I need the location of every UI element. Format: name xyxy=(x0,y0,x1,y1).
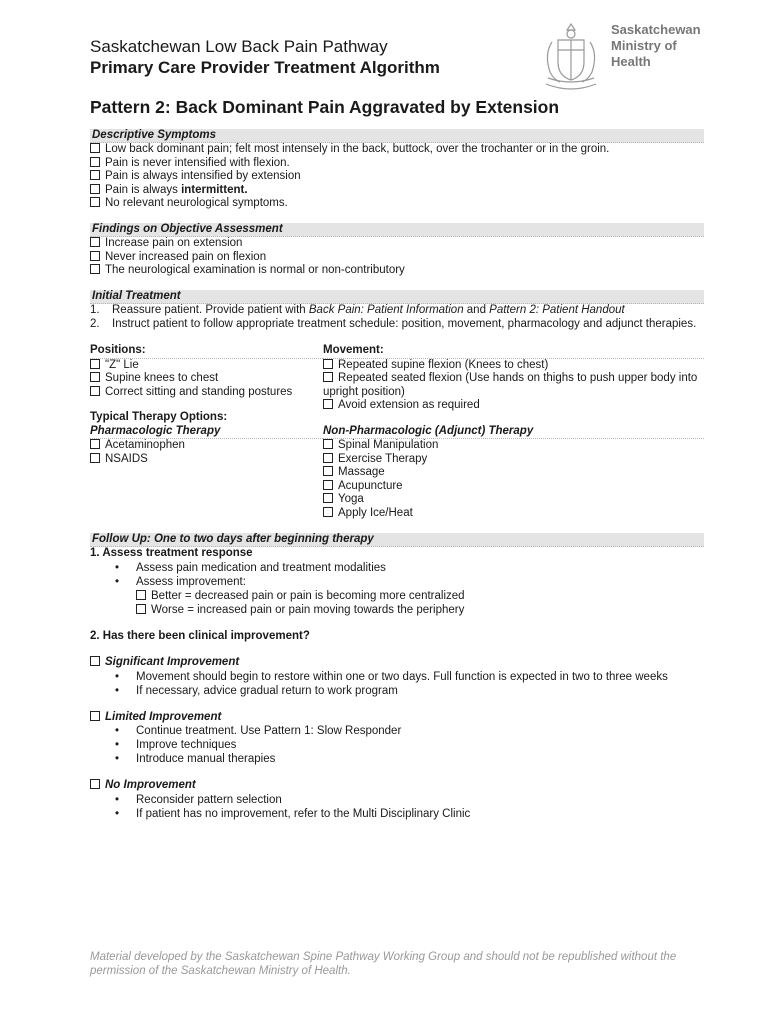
checkbox[interactable] xyxy=(323,493,333,503)
movement-column xyxy=(323,344,704,413)
findings-section xyxy=(90,223,704,278)
checkbox[interactable] xyxy=(90,711,100,721)
footer-note xyxy=(90,950,690,978)
symptom-item: No relevant neurological symptoms. xyxy=(90,197,704,211)
checkbox[interactable] xyxy=(90,359,100,369)
coat-of-arms-icon xyxy=(540,20,602,92)
non-pharmacologic-column xyxy=(323,411,704,520)
nonpharm-item: Yoga xyxy=(323,493,704,507)
checkbox[interactable] xyxy=(90,453,100,463)
finding-item: The neurological examination is normal or non-contributory xyxy=(90,264,704,278)
symptom-item: Pain is always intermittent. xyxy=(90,184,704,198)
checkbox[interactable] xyxy=(90,251,100,261)
nonpharm-item: Apply Ice/Heat xyxy=(323,507,704,521)
checkbox[interactable] xyxy=(90,779,100,789)
nonpharm-item: Acupuncture xyxy=(323,480,704,494)
footer-line2: permission of the Saskatchewan Ministry of Health. xyxy=(90,965,351,977)
position-item: "Z" Lie xyxy=(90,359,323,373)
movement-item: Repeated supine flexion (Knees to chest) xyxy=(323,359,704,373)
limited-improvement-option: Limited Improvement xyxy=(90,711,704,725)
improvement-check: Worse = increased pain or pain moving towards the periphery xyxy=(90,603,704,617)
pharmacologic-heading: Pharmacologic Therapy xyxy=(90,425,323,440)
finding-item: Never increased pain on flexion xyxy=(90,251,704,265)
pharm-item: NSAIDS xyxy=(90,453,323,467)
header-subtitle: Primary Care Provider Treatment Algorithm xyxy=(90,58,440,77)
symptom-item: Pain is always intensified by extension xyxy=(90,170,704,184)
movement-heading: Movement: xyxy=(323,344,704,359)
position-item: Supine knees to chest xyxy=(90,372,323,386)
checkbox[interactable] xyxy=(323,359,333,369)
improvement-check: Better = decreased pain or pain is becoming more centralized xyxy=(90,589,704,603)
pharmacologic-column xyxy=(90,411,323,466)
checkbox[interactable] xyxy=(323,466,333,476)
pharm-item: Acetaminophen xyxy=(90,439,323,453)
movement-item: Avoid extension as required xyxy=(323,399,704,413)
section-heading: Follow Up: One to two days after beginning therapy xyxy=(90,533,704,547)
document-header xyxy=(90,36,590,78)
bullet-item: • Assess pain medication and treatment modalities xyxy=(90,561,704,575)
checkbox[interactable] xyxy=(90,157,100,167)
header-title: Saskatchewan Low Back Pain Pathway xyxy=(90,37,388,56)
nonpharm-item: Spinal Manipulation xyxy=(323,439,704,453)
initial-treatment-section xyxy=(90,290,704,331)
treatment-step: 1. Reassure patient. Provide patient with Back Pain: Patient Information and Pattern 2: Patient Handout xyxy=(90,304,625,316)
checkbox[interactable] xyxy=(323,480,333,490)
nonpharm-item: Massage xyxy=(323,466,704,480)
bullet-item: • Movement should begin to restore within one or two days. Full function is expected in two to three weeks xyxy=(90,670,704,684)
descriptive-symptoms-section xyxy=(90,129,704,211)
checkbox[interactable] xyxy=(323,372,333,382)
nonpharm-item: Exercise Therapy xyxy=(323,453,704,467)
non-pharmacologic-heading: Non-Pharmacologic (Adjunct) Therapy xyxy=(323,425,704,440)
bullet-item: • If patient has no improvement, refer to the Multi Disciplinary Clinic xyxy=(90,807,704,821)
ministry-line1: Saskatchewan xyxy=(611,22,701,37)
significant-improvement-option: Significant Improvement xyxy=(90,656,704,670)
no-improvement-option: No Improvement xyxy=(90,779,704,793)
checkbox[interactable] xyxy=(90,386,100,396)
checkbox[interactable] xyxy=(323,507,333,517)
checkbox[interactable] xyxy=(90,372,100,382)
bullet-item: • Introduce manual therapies xyxy=(90,752,704,766)
symptom-item: Low back dominant pain; felt most intensely in the back, buttock, over the trochanter or in the groin. xyxy=(90,143,704,157)
finding-item: Increase pain on extension xyxy=(90,237,704,251)
checkbox[interactable] xyxy=(90,184,100,194)
checkbox[interactable] xyxy=(90,143,100,153)
checkbox[interactable] xyxy=(323,439,333,449)
section-heading: Descriptive Symptoms xyxy=(90,129,704,143)
bullet-item: • Improve techniques xyxy=(90,738,704,752)
checkbox[interactable] xyxy=(90,439,100,449)
positions-heading: Positions: xyxy=(90,344,323,359)
checkbox[interactable] xyxy=(90,656,100,666)
treatment-step: 2. Instruct patient to follow appropriate treatment schedule: position, movement, pharmacology and adjunct therapies. xyxy=(90,317,697,330)
followup-question-2: 2. Has there been clinical improvement? xyxy=(90,629,310,642)
therapy-options-heading: Typical Therapy Options: xyxy=(90,411,228,423)
checkbox[interactable] xyxy=(323,453,333,463)
pattern-title: Pattern 2: Back Dominant Pain Aggravated by Extension xyxy=(90,97,560,117)
section-heading: Initial Treatment xyxy=(90,290,704,304)
followup-question-1: 1. Assess treatment response xyxy=(90,547,253,559)
checkbox[interactable] xyxy=(90,264,100,274)
checkbox[interactable] xyxy=(136,604,146,614)
checkbox[interactable] xyxy=(136,590,146,600)
position-item: Correct sitting and standing postures xyxy=(90,386,323,400)
checkbox[interactable] xyxy=(90,237,100,247)
checkbox[interactable] xyxy=(90,170,100,180)
positions-column xyxy=(90,344,323,399)
movement-item: Repeated seated flexion (Use hands on thighs to push upper body into upright position) xyxy=(323,372,698,398)
checkbox[interactable] xyxy=(90,197,100,207)
bullet-item: • Assess improvement: xyxy=(90,575,704,589)
bullet-item: • Reconsider pattern selection xyxy=(90,793,704,807)
footer-line1: Material developed by the Saskatchewan Spine Pathway Working Group and should not be republished without the xyxy=(90,951,677,963)
ministry-line3: Health xyxy=(611,54,651,69)
ministry-line2: Ministry of xyxy=(611,38,677,53)
symptom-item: Pain is never intensified with flexion. xyxy=(90,157,704,171)
section-heading: Findings on Objective Assessment xyxy=(90,223,704,237)
follow-up-section xyxy=(90,533,704,821)
checkbox[interactable] xyxy=(323,399,333,409)
bullet-item: • Continue treatment. Use Pattern 1: Slow Responder xyxy=(90,724,704,738)
bullet-item: • If necessary, advice gradual return to work program xyxy=(90,684,704,698)
ministry-logo-text xyxy=(611,22,701,70)
